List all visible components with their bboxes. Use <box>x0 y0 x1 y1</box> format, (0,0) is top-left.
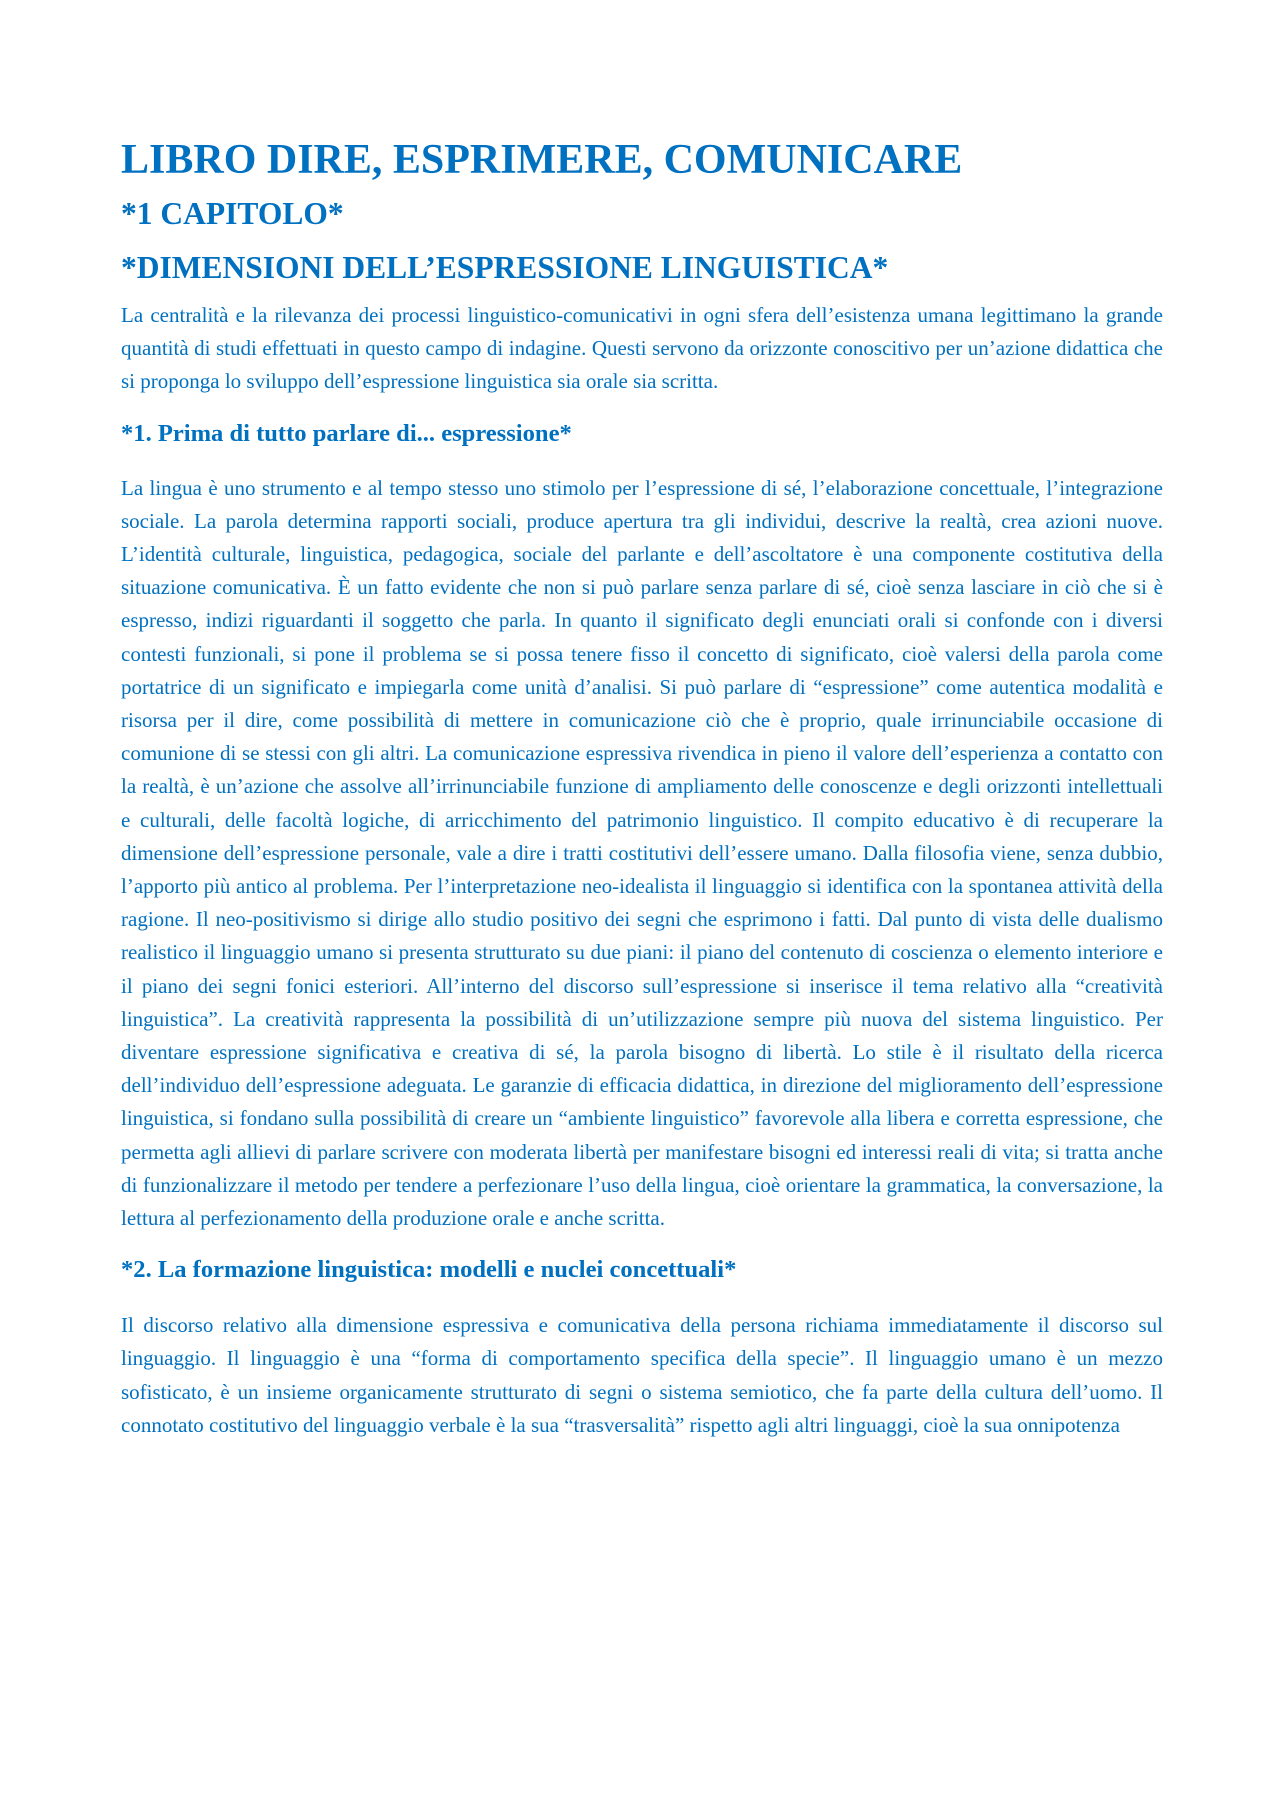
document-page <box>121 137 1163 1442</box>
section-2-body: Il discorso relativo alla dimensione espressiva e comunicativa della persona richiama immediatamente il discorso sul linguaggio. Il linguaggio è una “forma di comportamento specifica della specie”. Il linguaggio umano è un mezzo sofisticato, è un insieme organicamente strutturato di segni o sistema semiotico, che fa parte della cultura dell’uomo. Il connotato costitutivo del linguaggio verbale è la sua “trasversalità” rispetto agli altri linguaggi, cioè la sua onnipotenza <box>121 1313 1163 1437</box>
section-1-body: La lingua è uno strumento e al tempo stesso uno stimolo per l’espressione di sé, l’elaborazione concettuale, l’integrazione sociale. La parola determina rapporti sociali, produce apertura tra gli individui, descrive la realtà, crea azioni nuove. L’identità culturale, linguistica, pedagogica, sociale del parlante e dell’ascoltatore è una componente costitutiva della situazione comunicativa. È un fatto evidente che non si può parlare senza parlare di sé, cioè senza lasciare in ciò che si è espresso, indizi riguardanti il soggetto che parla. In quanto il significato degli enunciati orali si confonde con i diversi contesti funzionali, si pone il problema se si possa tenere fisso il concetto di significato, cioè valersi della parola come portatrice di un significato e impiegarla come unità d’analisi. Si può parlare di “espressione” come autentica modalità e risorsa per il dire, come possibilità di mettere in comunicazione ciò che è proprio, quale irrinunciabile occasione di comunione di se stessi con gli altri. La comunicazione espressiva rivendica in pieno il valore dell’esperienza a contatto con la realtà, è un’azione che assolve all’irrinunciabile funzione di ampliamento delle conoscenze e degli orizzonti intellettuali e culturali, delle facoltà logiche, di arricchimento del patrimonio linguistico. Il compito educativo è di recuperare la dimensione dell’espressione personale, vale a dire i tratti costitutivi dell’essere umano. Dalla filosofia viene, senza dubbio, l’apporto più antico al problema. Per l’interpretazione neo-idealista il linguaggio si identifica con la spontanea attività della ragione. Il neo-positivismo si dirige allo studio positivo dei segni che esprimono i fatti. Dal punto di vista delle dualismo realistico il linguaggio umano si presenta strutturato su due piani: il piano del contenuto di coscienza o elemento interiore e il piano dei segni fonici esteriori. All’interno del discorso sull’espressione si inserisce il tema relativo alla “creatività linguistica”. La creatività rappresenta la possibilità di un’utilizzazione sempre più nuova del sistema linguistico. Per diventare espressione significativa e creativa di sé, la parola bisogno di libertà. Lo stile è il risultato della ricerca dell’individuo dell’espressione adeguata. Le garanzie di efficacia didattica, in direzione del miglioramento dell’espressione linguistica, si fondano sulla possibilità di creare un “ambiente linguistico” favorevole alla libera e corretta espressione, che permetta agli allievi di parlare scrivere con moderata libertà per manifestare bisogni ed interessi reali di vita; si tratta anche di funzionalizzare il metodo per tendere a perfezionare l’uso della lingua, cioè orientare la grammatica, la conversazione, la lettura al perfezionamento della produzione orale e anche scritta. <box>121 475 1163 1231</box>
chapter-title: *DIMENSIONI DELL’ESPRESSIONE LINGUISTICA* <box>121 250 889 285</box>
section-1-heading: *1. Prima di tutto parlare di... espressione* <box>121 419 572 447</box>
section-2-heading: *2. La formazione linguistica: modelli e nuclei concettuali* <box>121 1256 737 1284</box>
intro-paragraph: La centralità e la rilevanza dei processi linguistico-comunicativi in ogni sfera dell’esistenza umana legittimano la grande quantità di studi effettuati in questo campo di indagine. Questi servono da orizzonte conoscitivo per un’azione didattica che si proponga lo sviluppo dell’espressione linguistica sia orale sia scritta. <box>121 303 1163 394</box>
chapter-label: *1 CAPITOLO* <box>121 196 344 231</box>
document-title: LIBRO DIRE, ESPRIMERE, COMUNICARE <box>121 137 963 183</box>
